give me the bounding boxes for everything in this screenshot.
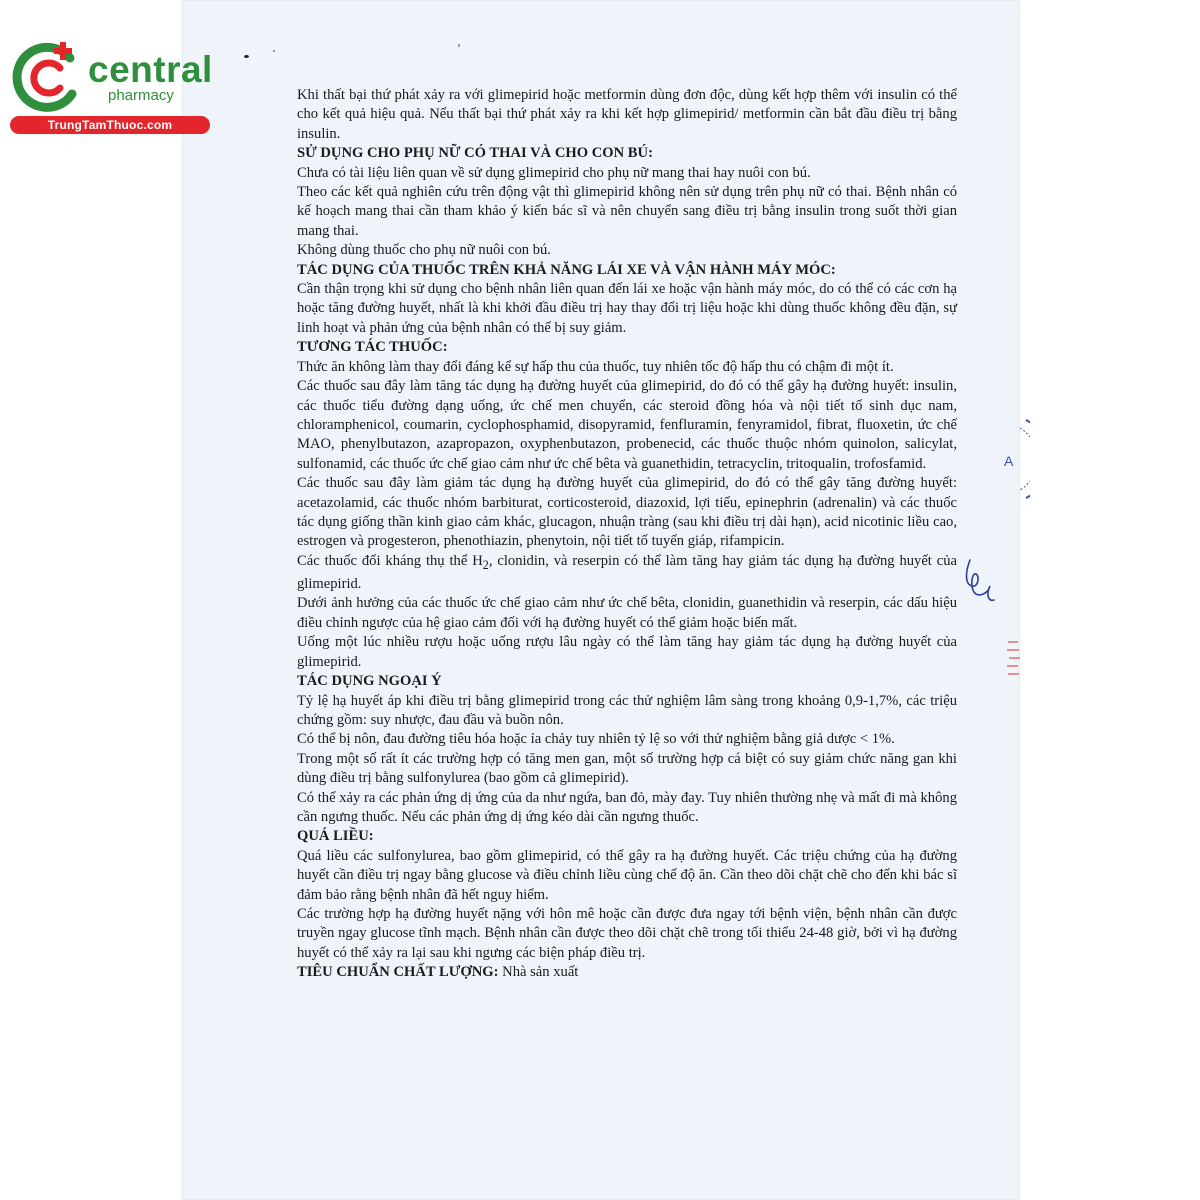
paragraph: Cần thận trọng khi sử dụng cho bệnh nhân liên quan đến lái xe hoặc vận hành máy móc, do có thể có các cơn hạ hoặc tăng đường huyết, nhất là khi khởi đầu điều trị hay thay đổi trị liệu hoặc khi dùng thuốc không đều đặn, sự linh hoạt và phản ứng của bệnh nhân có thể bị suy giảm. xyxy=(297,281,957,336)
paragraph: Các trường hợp hạ đường huyết nặng với hôn mê hoặc cần được đưa ngay tới bệnh viện, bệnh nhân cần được truyền ngay glucose tĩnh mạch. Bệnh nhân cần được theo dõi chặt chẽ trong tối thiểu 24-48 giờ, bởi vì hạ đường huyết có thể xảy ra lại sau khi ngưng các biện pháp điều trị. xyxy=(297,905,957,961)
paragraph: Trong một số rất ít các trường hợp có tăng men gan, một số trường hợp cá biệt có suy giảm chức năng gan khi dùng điều trị bằng sulfonylurea (bao gồm cả glimepirid). xyxy=(297,750,957,787)
signature-mark xyxy=(958,556,998,606)
section-heading-pregnancy: SỬ DỤNG CHO PHỤ NỮ CÓ THAI VÀ CHO CON BÚ: xyxy=(297,145,653,162)
scan-speck xyxy=(273,50,275,52)
paragraph: Các thuốc sau đây làm giảm tác dụng hạ đường huyết của glimepirid, do đó có thể gây tăng đường huyết: acetazolamid, các thuốc nhóm barbiturat, corticosteroid, diazoxid, lợi tiểu, epinephrin (adrenalin) và các thuốc tác dụng giống thần kinh giao cảm khác, glucagon, nhuận tràng (sau khi điều trị dài hạn), acid nicotinic liều cao, estrogen và progesteron, phenothiazin, phenytoin, nội tiết tố tuyến giáp, rifampicin. xyxy=(297,475,957,550)
paragraph: Theo các kết quả nghiên cứu trên động vật thì glimepirid không nên sử dụng trên phụ nữ có thai. Bệnh nhân có kế hoạch mang thai cần tham khảo ý kiến bác sĩ và nên chuyển sang điều trị bằng insulin trong suốt thời gian mang thai. xyxy=(297,184,957,239)
section-heading-quality: TIÊU CHUẨN CHẤT LƯỢNG: xyxy=(297,964,499,981)
logo-subtitle: pharmacy xyxy=(108,87,174,104)
section-heading-driving: TÁC DỤNG CỦA THUỐC TRÊN KHẢ NĂNG LÁI XE VÀ VẬN HÀNH MÁY MÓC: xyxy=(297,261,836,278)
logo-website[interactable]: TrungTamThuoc.com xyxy=(10,116,210,134)
paragraph: Khi thất bại thứ phát xảy ra với glimepirid hoặc metformin dùng đơn độc, dùng kết hợp thêm với insulin có thể cho kết quả hiệu quả. Nếu thất bại thứ phát xảy ra khi kết hợp glimepirid/ metformin cần bắt đầu điều trị bằng insulin. xyxy=(297,87,957,142)
subscript: 2 xyxy=(482,557,489,572)
stamp-letter: A xyxy=(1004,453,1014,469)
paragraph: Thức ăn không làm thay đổi đáng kể sự hấp thu của thuốc, tuy nhiên tốc độ hấp thu có chậm đi một ít. xyxy=(297,358,894,375)
paragraph: Tỷ lệ hạ huyết áp khi điều trị bằng glimepirid trong các thử nghiệm lâm sàng trong khoảng 0,9-1,7%, các triệu chứng gồm: suy nhược, đau đầu và buồn nôn. xyxy=(297,692,957,728)
paragraph: Các thuốc sau đây làm tăng tác dụng hạ đường huyết của glimepirid, do đó có thể gây hạ đường huyết: insulin, các thuốc tiểu đường dạng uống, ức chế men chuyển, các steroid đồng hóa và nội tiết tố sinh dục nam, chloramphenicol, coumarin, cyclophosphamid, disopyramid, fenfluramin, fenyramidol, fibrat, fluoxetin, ức chế MAO, phenylbutazon, azapropazon, oxyphenbutazon, probenecid, các thuốc thuộc nhóm quinolon, salicylat, sulfonamid, các thuốc ức chế giao cảm như ức chế bêta và guanethidin, tetracyclin, tritoqualin, trofosfamid. xyxy=(297,378,957,472)
paragraph: Không dùng thuốc cho phụ nữ nuôi con bú. xyxy=(297,242,551,259)
paragraph: Có thể bị nôn, đau đường tiêu hóa hoặc ỉa chảy tuy nhiên tỷ lệ so với thử nghiệm bằng giả dược < 1%. xyxy=(297,731,895,748)
section-heading-side-effects: TÁC DỤNG NGOẠI Ý xyxy=(297,673,442,690)
quality-line xyxy=(297,963,957,982)
logo-brand-name: central xyxy=(88,49,213,90)
section-heading-overdose: QUÁ LIỀU: xyxy=(297,828,374,845)
pharmacy-logo-icon xyxy=(8,38,86,116)
scan-speck xyxy=(244,55,249,58)
text-run: , clonidin, và reserpin có thể làm tăng hay giảm tác dụng hạ đường huyết của glimepirid. xyxy=(297,552,957,593)
quality-value: Nhà sản xuất xyxy=(502,964,579,981)
paragraph xyxy=(297,552,957,595)
text-run: Các thuốc đối kháng thụ thể H xyxy=(297,552,483,569)
paragraph: Uống một lúc nhiều rượu hoặc uống rượu lâu ngày có thể làm tăng hay giảm tác dụng hạ đường huyết của glimepirid. xyxy=(297,634,957,670)
section-heading-interactions: TƯƠNG TÁC THUỐC: xyxy=(297,339,448,356)
paragraph: Chưa có tài liệu liên quan về sử dụng glimepirid cho phụ nữ mang thai hay nuôi con bú. xyxy=(297,164,811,181)
red-seal-edge xyxy=(1004,640,1022,680)
paragraph: Dưới ảnh hưởng của các thuốc ức chế giao cảm như ức chế bêta, clonidin, guanethidin và reserpin, các dấu hiệu điều chỉnh ngược của hệ giao cảm đối với hạ đường huyết có thể giảm hoặc biến mất. xyxy=(297,595,957,631)
paragraph: Quá liều các sulfonylurea, bao gồm glimepirid, có thể gây ra hạ đường huyết. Các triệu chứng của hạ đường huyết cần điều trị ngay bằng glucose và điều chỉnh liều cùng chế độ ăn. Cần theo dõi chặt chẽ cho đến khi bác sĩ đảm bảo rằng bệnh nhân đã hết nguy hiểm. xyxy=(297,847,957,903)
central-pharmacy-logo[interactable] xyxy=(8,38,218,138)
scan-speck xyxy=(458,44,460,47)
document-body xyxy=(297,86,957,983)
paragraph: Có thể xảy ra các phản ứng dị ứng của da như ngứa, ban đỏ, mày đay. Tuy nhiên thường nhẹ và mất đi mà không cần ngưng thuốc. Nếu các phản ứng dị ứng kéo dài cần ngưng thuốc. xyxy=(297,789,957,825)
stamp-mark xyxy=(990,414,1030,504)
